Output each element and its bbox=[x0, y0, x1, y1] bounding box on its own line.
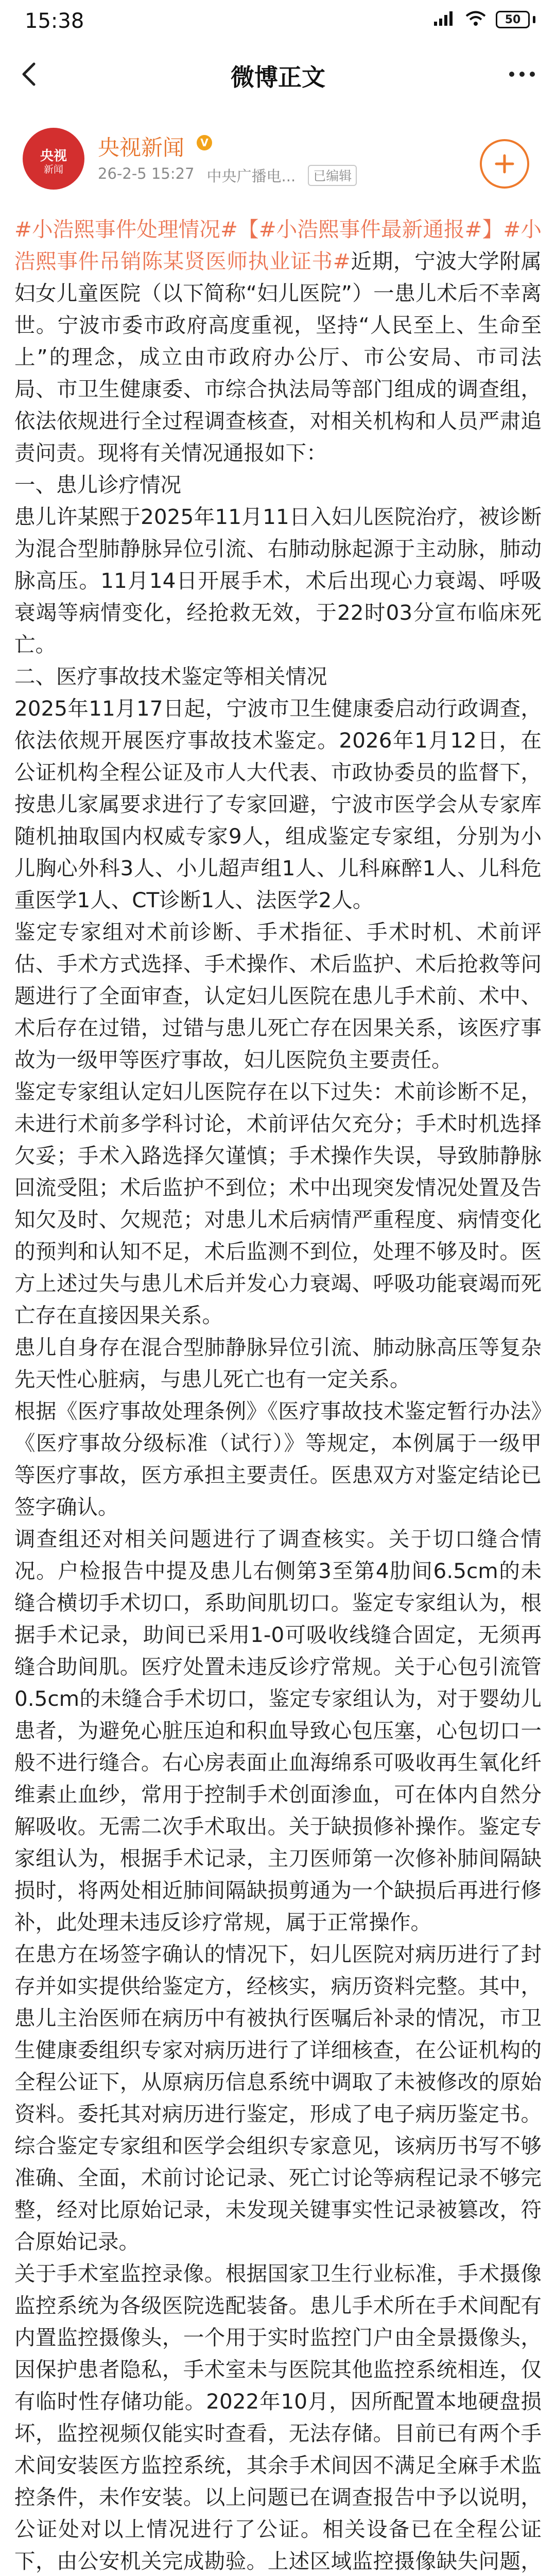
paragraph: 鉴定专家组认定妇儿医院存在以下过失：术前诊断不足，未进行术前多学科讨论，术前评估欠充分；手术时机选择欠妥；手术入路选择欠谨慎；手术操作失误，导致肺静脉回流受阻；术后监护不到位；术中出现突发情况处置及告知欠及时、欠规范；对患儿术后病情严重程度、病情变化的预判和认知不足，术后监测不到位，处理不够及时。医方上述过失与患儿术后并发心力衰竭、呼吸功能衰竭而死亡存在直接因果关系。 bbox=[14, 1079, 542, 1328]
nav-bar bbox=[0, 43, 556, 105]
post-source: 中央广播电... bbox=[206, 167, 296, 185]
status-icons bbox=[433, 10, 535, 29]
author-header bbox=[0, 105, 556, 213]
battery-icon bbox=[496, 11, 535, 28]
paragraph: 根据《医疗事故处理条例》《医疗事故技术鉴定暂行办法》《医疗事故分级标准（试行）》等规定，本例属于一级甲等医疗事故，医方承担主要责任。医患双方对鉴定结论已签字确认。 bbox=[14, 1399, 542, 1519]
status-time: 15:38 bbox=[25, 9, 84, 33]
battery-level: 50 bbox=[505, 13, 521, 26]
page-title: 微博正文 bbox=[231, 63, 325, 91]
status-bar bbox=[0, 0, 556, 43]
paragraph: 在患方在场签字确认的情况下，妇儿医院对病历进行了封存并如实提供给鉴定方，经核实，病历资料完整。其中，患儿主治医师在病历中有被执行医嘱后补录的情况，市卫生健康委组织专家对病历进行了详细核查，在公证机构的全程公证下，从原病历信息系统中调取了未被修改的原始资料。委托其对病历进行鉴定，形成了电子病历鉴定书。综合鉴定专家组和医学会组织专家意见，该病历书写不够准确、全面，术前讨论记录、死亡讨论等病程记录不够完整，经对比原始记录，未发现关键事实性记录被篡改，符合原始记录。 bbox=[14, 1942, 542, 2254]
avatar-text-top: 央视 bbox=[40, 148, 67, 164]
paragraph: 调查组还对相关问题进行了调查核实。关于切口缝合情况。户检报告中提及患儿右侧第3至第4肋间6.5cm的未缝合横切手术切口，系助间肌切口。鉴定专家组认为，根据手术记录，助间已采用1-0可吸收线缝合固定，无须再缝合助间肌。医疗处置未违反诊疗常规。关于心包引流管0.5cm的未缝合手术切口，鉴定专家组认为，对于婴幼儿患者，为避免心脏压迫和积血导致心包压塞，心包切口一般不进行缝合。右心房表面止血海绵系可吸收再生氧化纤维素止血纱，常用于控制手术创面渗血，可在体内自然分解吸收。无需二次手术取出。关于缺损修补操作。鉴定专家组认为，根据手术记录，主刀医师第一次修补肺间隔缺损时，将两处相近肺间隔缺损剪通为一个缺损后再进行修补，此处理未违反诊疗常规，属于正常操作。 bbox=[14, 1527, 542, 1935]
intro-text: 近期，宁波大学附属妇女儿童医院（以下简称“妇儿医院”）一患儿术后不幸离世。宁波市委市政府高度重视，坚持“人民至上、生命至上”的理念，成立由市政府办公厅、市公安局、市司法局、市卫生健康委、市综合执法局等部门组成的调查组，依法依规进行全过程调查核查，对相关机构和人员严肃追责问责。现将有关情况通报如下： bbox=[14, 249, 542, 465]
post-timestamp: 26-2-5 15:27 bbox=[98, 165, 195, 182]
avatar[interactable] bbox=[23, 128, 84, 190]
article-body bbox=[14, 213, 542, 2576]
hashtag-link[interactable]: #小浩熙事件吊销陈某贤医师执业证书# bbox=[14, 217, 542, 274]
avatar-text-bottom: 新闻 bbox=[43, 164, 63, 175]
author-name[interactable]: 央视新闻 bbox=[98, 135, 185, 160]
verified-badge-icon bbox=[196, 134, 213, 151]
section-title: 二、医疗事故技术鉴定等相关情况 bbox=[14, 664, 327, 689]
add-follow-icon[interactable] bbox=[480, 139, 529, 189]
paragraph: 鉴定专家组对术前诊断、手术指征、手术时机、术前评估、手术方式选择、手术操作、术后监护、术后抢救等问题进行了全面审查，认定妇儿医院在患儿手术前、术中、术后存在过错，过错与患儿死亡存在因果关系，该医疗事故为一级甲等医疗事故，妇儿医院负主要责任。 bbox=[14, 920, 542, 1072]
signal-icon bbox=[433, 10, 456, 29]
paragraph: 2025年11月17日起，宁波市卫生健康委启动行政调查，依法依规开展医疗事故技术鉴定。2026年1月12日，在公证机构全程公证及市人大代表、市政协委员的监督下，按患儿家属要求进行了专家回避，宁波市医学会从专家库随机抽取国内权威专家9人，组成鉴定专家组，分别为小儿胸心外科3人、小儿超声组1人、儿科麻醉1人、儿科危重医学1人、CT诊断1人、法医学2人。 bbox=[14, 696, 542, 912]
paragraph: 关于手术室监控录像。根据国家卫生行业标准，手术摄像监控系统为各级医院选配装备。患儿手术所在手术间配有内置监控摄像头，一个用于实时监控门户由全景摄像头，因保护患者隐私，手术室未与医院其他监控系统相连，仅有临时性存储功能。2022年10月，因所配置本地硬盘损坏，监控视频仅能实时查看，无法存储。目前已有两个手术间安装医方监控系统，其余手术间因不满足全麻手术监控条件，未作安装。以上问题已在调查报告中予以说明，公证处对以上情况进行了公证。相关设备已在全程公证下，由公安机关完成勘验。上述区域监控摄像缺失问题， bbox=[14, 2261, 542, 2573]
more-dots-icon[interactable] bbox=[505, 59, 540, 90]
article-intro bbox=[14, 213, 542, 469]
section-title: 一、患儿诊疗情况 bbox=[14, 472, 181, 497]
svg-text:V: V bbox=[200, 137, 208, 149]
author-meta bbox=[98, 165, 357, 186]
paragraph: 患儿自身存在混合型肺静脉异位引流、肺动脉高压等复杂先天性心脏病，与患儿死亡也有一定关系。 bbox=[14, 1335, 542, 1392]
edited-tag[interactable]: 已编辑 bbox=[308, 165, 357, 186]
hashtag-link[interactable]: 【#小浩熙事件最新通报#】 bbox=[237, 217, 503, 242]
paragraph: 患儿许某熙于2025年11月11日入妇儿医院治疗，被诊断为混合型肺静脉异位引流、右肺动脉起源于主动脉，肺动脉高压。11月14日开展手术，术后出现心力衰竭、呼吸衰竭等病情变化，经抢救无效，于22时03分宣布临床死亡。 bbox=[14, 504, 542, 657]
hashtag-link[interactable]: #小浩熙事件处理情况# bbox=[14, 217, 238, 242]
wifi-icon bbox=[465, 10, 486, 29]
